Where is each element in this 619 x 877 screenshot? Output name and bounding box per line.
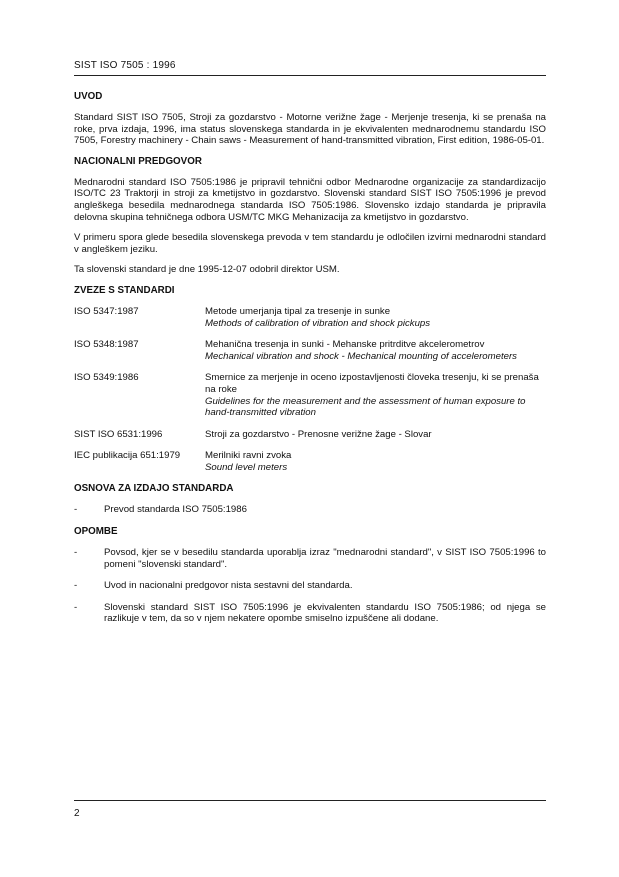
section-heading: ZVEZE S STANDARDI [74,284,175,296]
dash-bullet: - [74,580,78,592]
dash-bullet: - [74,601,78,613]
reference-title-sl: Smernice za merjenje in oceno izpostavljenosti človeka tresenju, ki se prenaša na roke [205,372,539,395]
reference-code: IEC publikacija 651:1979 [74,450,181,462]
dash-bullet: - [74,547,78,559]
section-heading: OPOMBE [74,526,118,538]
section-heading: UVOD [74,91,103,102]
reference-code: ISO 5349:1986 [74,372,139,384]
document-body [74,91,546,635]
list-item [74,602,546,625]
list-item [74,547,546,570]
section-predgovor [74,156,546,276]
reference-title-sl: Stroji za gozdarstvo - Prenosne verižne žage - Slovar [205,428,432,440]
section-opombe [74,526,546,625]
header-divider [74,75,546,76]
reference-code: SIST ISO 6531:1996 [74,428,163,440]
reference-code: ISO 5347:1987 [74,305,139,317]
reference-row [74,450,546,473]
section-heading: OSNOVA ZA IZDAJO STANDARDA [74,483,234,495]
section-zveze [74,285,546,474]
reference-description [205,306,546,329]
reference-title-en: Methods of calibration of vibration and shock pickups [205,317,431,329]
list-item-text: Prevod standarda ISO 7505:1986 [104,504,247,516]
list-item [74,580,546,592]
paragraph: Standard SIST ISO 7505, Stroji za gozdarstvo - Motorne verižne žage - Merjenje tresenja, ki se prenaša na roke, prva izdaja, 1996, ima status slovenskega standarda in je ekvivalenten mednarodnemu standardu ISO 7505, Forestry machinery - Chain saws - Measurement of hand-transmitted vibration, First edition, 1986-05-01. [74,112,546,147]
reference-title-en: Guidelines for the measurement and the assessment of human exposure to hand-transmitted vibration [205,395,526,419]
list-item-text: Slovenski standard SIST ISO 7505:1996 je ekvivalenten standardu ISO 7505:1986; od njega se razlikuje v tem, da so v njem nekatere opombe smiselno izpuščene ali dodane. [104,601,546,625]
reference-row [74,306,546,329]
reference-code: ISO 5348:1987 [74,339,139,351]
reference-title-sl: Mehanična tresenja in sunki - Mehanske pritrditve akcelerometrov [205,339,485,351]
reference-row [74,429,546,441]
list-item-text: Povsod, kjer se v besedilu standarda uporablja izraz "mednarodni standard", v SIST ISO 7505:1996 to pomeni "slovenski standard". [104,547,546,570]
list-item-text: Uvod in nacionalni predgovor nista sestavni del standarda. [104,580,353,592]
running-header: SIST ISO 7505 : 1996 [74,60,176,71]
section-heading: NACIONALNI PREDGOVOR [74,155,202,167]
list-item [74,504,546,516]
section-uvod [74,91,546,147]
reference-description [205,339,546,362]
section-osnova [74,483,546,516]
reference-description [205,372,546,418]
reference-description [205,450,546,473]
reference-title-en: Sound level meters [205,461,288,473]
reference-description [205,429,546,441]
reference-row [74,372,546,418]
reference-title-sl: Metode umerjanja tipal za tresenje in sunke [205,305,391,317]
paragraph: Mednarodni standard ISO 7505:1986 je pripravil tehnični odbor Mednarodne organizacije za standardizacijo ISO/TC 23 Traktorji in stroji za kmetijstvo in gozdarstvo. Slovenski standard SIST ISO 7505:1996 je prevod angleškega besedila mednarodnega standarda ISO 7505:1986. Slovensko izdajo standarda je pripravila delovna skupina tehničnega odbora USM/TC MKG Mehanizacija za kmetijstvo in gozdarstvo. [74,176,546,223]
footer-divider [74,800,546,801]
paragraph: Ta slovenski standard je dne 1995-12-07 odobril direktor USM. [74,264,340,276]
page-number: 2 [74,808,80,819]
reference-title-en: Mechanical vibration and shock - Mechanical mounting of accelerometers [205,350,517,362]
dash-bullet: - [74,504,78,516]
paragraph: V primeru spora glede besedila slovenskega prevoda v tem standardu je odločilen izvirni mednarodni standard v angleškem jeziku. [74,232,546,255]
reference-title-sl: Merilniki ravni zvoka [205,450,292,462]
reference-row [74,339,546,362]
